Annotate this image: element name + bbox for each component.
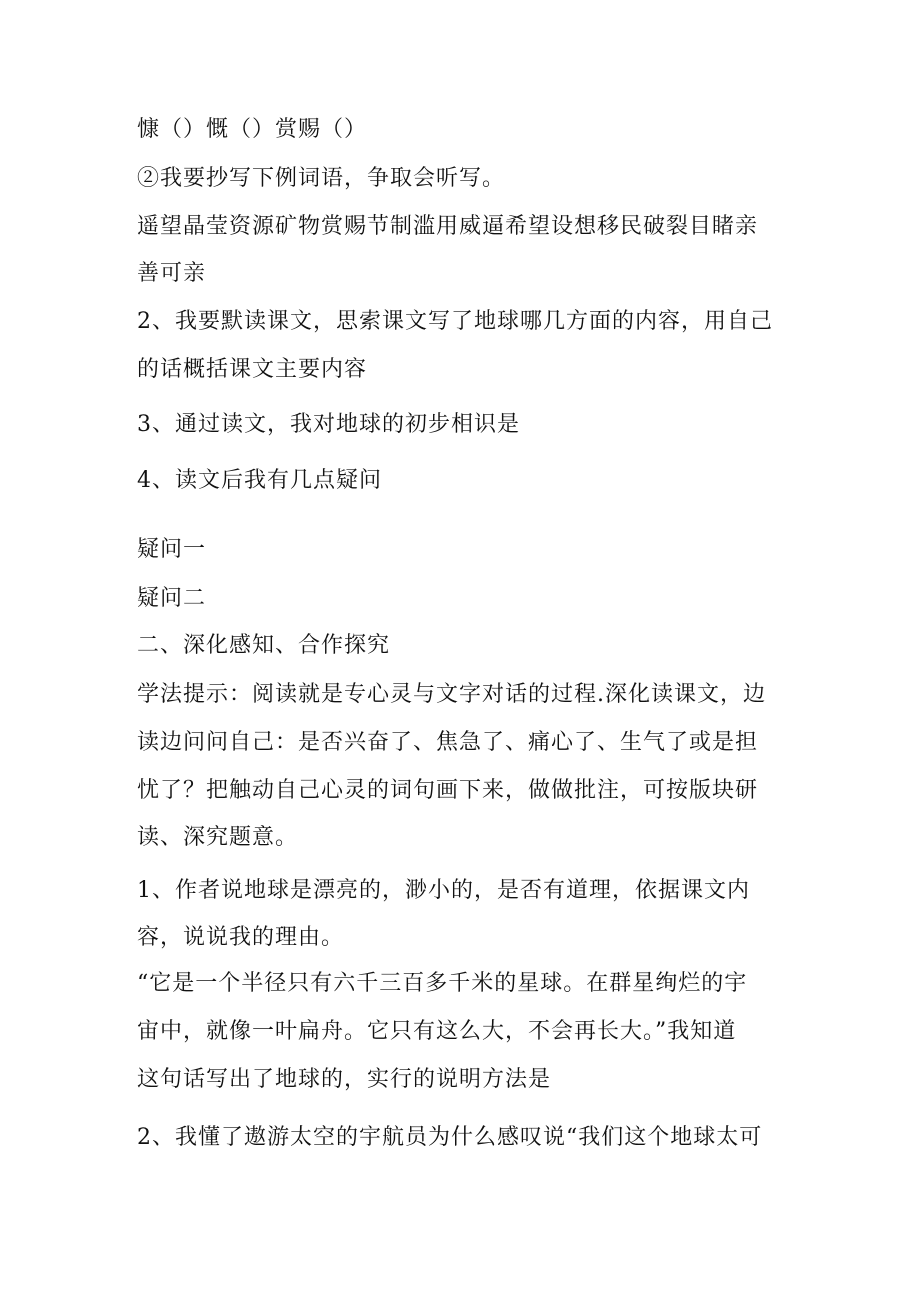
text-line-12: 学法提示：阅读就是专心灵与文字对话的过程.深化读课文，边 — [137, 682, 766, 707]
text-line-16: 1、作者说地球是漂亮的，渺小的，是否有道理，依据课文内 — [137, 878, 750, 903]
text-line-2: ②我要抄写下例词语，争取会听写。 — [137, 166, 506, 191]
text-line-18: “它是一个半径只有六千三百多千米的星球。在群星绚烂的宇 — [137, 971, 748, 996]
text-line-1: 慷（）慨（）赏赐（） — [137, 117, 368, 142]
text-line-8: 4、读文后我有几点疑问 — [137, 468, 382, 493]
text-line-4: 善可亲 — [137, 261, 207, 286]
text-line-20: 这句话写出了地球的，实行的说明方法是 — [137, 1067, 552, 1092]
text-line-9: 疑问一 — [137, 537, 207, 562]
text-line-21: 2、我懂了遨游太空的宇航员为什么感叹说“我们这个地球太可 — [137, 1125, 763, 1150]
text-line-13: 读边问问自己：是否兴奋了、焦急了、痛心了、生气了或是担 — [137, 730, 759, 755]
text-line-14: 忧了？把触动自己心灵的词句画下来，做做批注，可按版块研 — [137, 778, 759, 803]
text-line-17: 容，说说我的理由。 — [137, 925, 345, 950]
text-line-7: 3、通过读文，我对地球的初步相识是 — [137, 412, 520, 437]
text-line-3: 遥望晶莹资源矿物赏赐节制滥用威逼希望设想移民破裂目睹亲 — [137, 214, 759, 239]
text-line-5: 2、我要默读课文，思索课文写了地球哪几方面的内容，用自己 — [137, 309, 773, 334]
text-line-11: 二、深化感知、合作探究 — [137, 633, 391, 658]
text-line-6: 的话概括课文主要内容 — [137, 357, 368, 382]
text-line-19: 宙中，就像一叶扁舟。它只有这么大，不会再长大。”我知道 — [137, 1019, 737, 1044]
text-line-15: 读、深究题意。 — [137, 825, 299, 850]
text-line-10: 疑问二 — [137, 586, 207, 611]
